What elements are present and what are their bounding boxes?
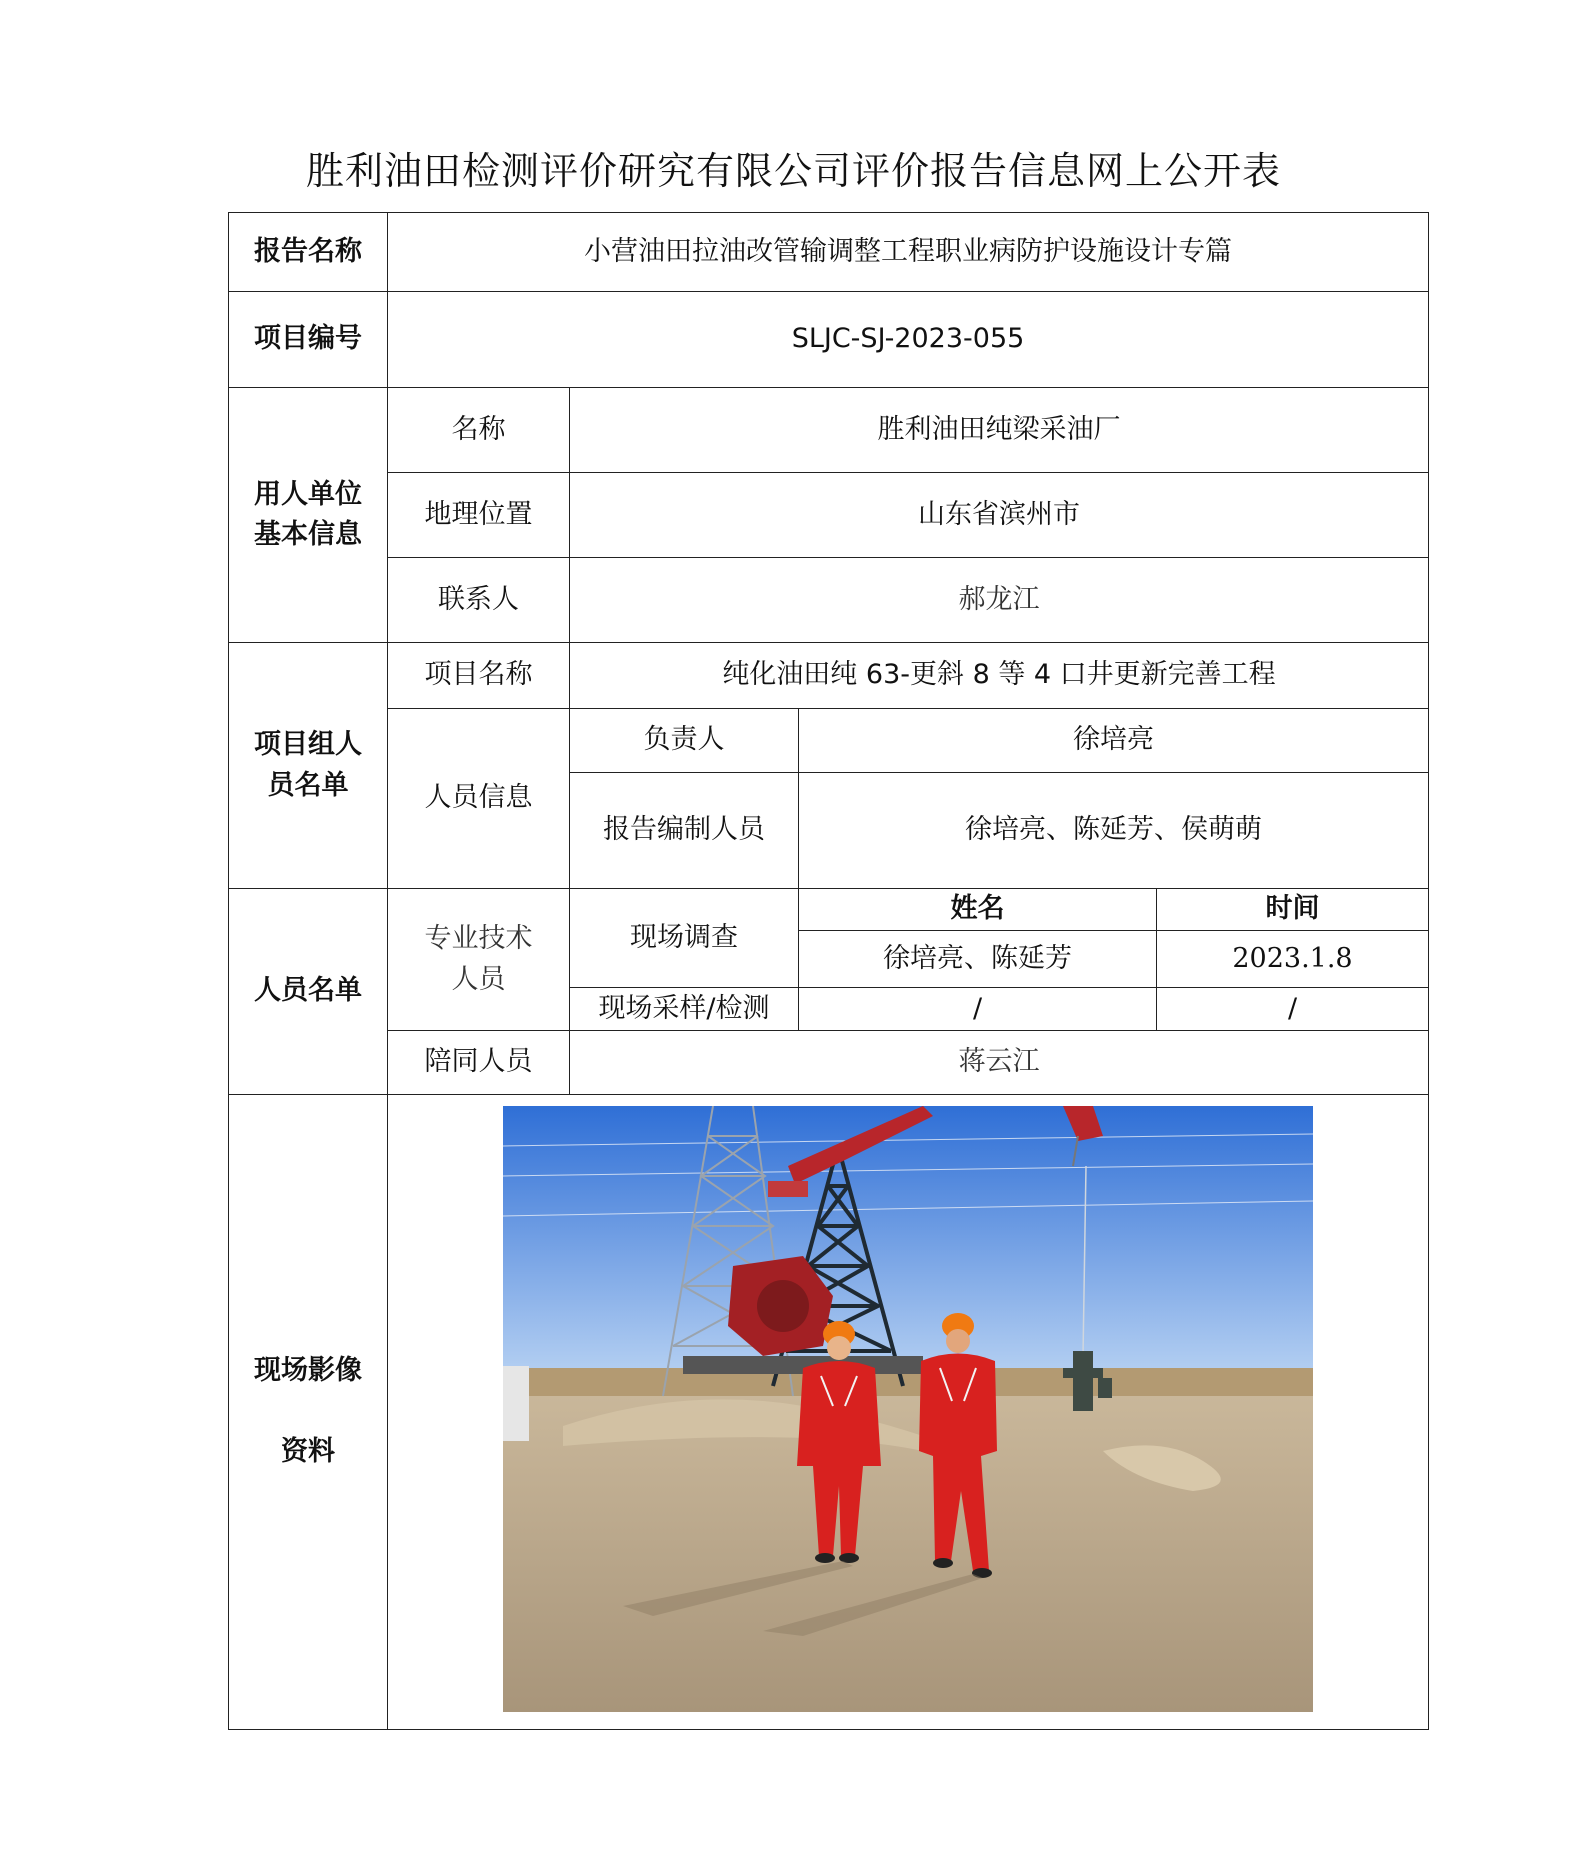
staff-info-label: 人员信息 [388, 709, 570, 889]
report-name-label: 报告名称 [229, 213, 388, 292]
employer-name-value: 胜利油田纯梁采油厂 [570, 388, 1429, 473]
photos-label-line1: 现场影像 [254, 1355, 362, 1387]
team-label-line2: 员名单 [267, 769, 349, 801]
employer-label-line2: 基本信息 [254, 519, 362, 550]
col-time-header: 时间 [1157, 889, 1429, 931]
page-title: 胜利油田检测评价研究有限公司评价报告信息网上公开表 [305, 149, 1281, 193]
tech-staff-label-line2: 人员 [451, 963, 506, 995]
sky [503, 1106, 1313, 1376]
survey-names: 徐培亮、陈延芳 [799, 931, 1157, 988]
project-code-label: 项目编号 [229, 292, 388, 388]
survey-time: 2023.1.8 [1157, 931, 1429, 988]
employer-location-value: 山东省滨州市 [570, 473, 1429, 558]
team-project-name-label: 项目名称 [388, 643, 570, 709]
authors-label: 报告编制人员 [570, 773, 799, 889]
team-project-name-value: 纯化油田纯 63-更斜 8 等 4 口井更新完善工程 [570, 643, 1429, 709]
photos-label-line2: 资料 [281, 1436, 335, 1468]
sampling-time: / [1157, 988, 1429, 1031]
row-report-name [229, 213, 1429, 292]
row-escort [229, 1031, 1429, 1095]
small-shed [503, 1366, 529, 1441]
row-project-code [229, 292, 1429, 388]
employer-contact-label: 联系人 [388, 558, 570, 643]
col-name-header: 姓名 [799, 889, 1157, 931]
leader-value: 徐培亮 [799, 709, 1429, 773]
row-team-leader [229, 709, 1429, 773]
leader-label: 负责人 [570, 709, 799, 773]
photos-label [229, 1095, 388, 1730]
row-team-project [229, 643, 1429, 709]
employer-name-label: 名称 [388, 388, 570, 473]
disclosure-table [228, 212, 1429, 1730]
row-employer-name [229, 388, 1429, 473]
report-name-value: 小营油田拉油改管输调整工程职业病防护设施设计专篇 [388, 213, 1429, 292]
survey-label: 现场调查 [570, 889, 799, 988]
photo-cell [388, 1095, 1429, 1730]
team-label [229, 643, 388, 889]
site-photo [503, 1106, 1313, 1712]
sampling-label: 现场采样/检测 [570, 988, 799, 1031]
employer-label-line1: 用人单位 [254, 478, 362, 510]
escort-label: 陪同人员 [388, 1031, 570, 1095]
site-photo-illustration [503, 1106, 1313, 1712]
employer-location-label: 地理位置 [388, 473, 570, 558]
tech-staff-label-line1: 专业技术 [424, 923, 533, 954]
project-code-value: SLJC-SJ-2023-055 [388, 292, 1429, 388]
personnel-label: 人员名单 [229, 889, 388, 1095]
row-employer-location [229, 473, 1429, 558]
row-survey-header [229, 889, 1429, 931]
row-employer-contact [229, 558, 1429, 643]
tech-staff-label [388, 889, 570, 1031]
employer-contact-value: 郝龙江 [570, 558, 1429, 643]
employer-label [229, 388, 388, 643]
sampling-names: / [799, 988, 1157, 1031]
authors-value: 徐培亮、陈延芳、侯萌萌 [799, 773, 1429, 889]
team-label-line1: 项目组人 [254, 729, 362, 760]
escort-value: 蒋云江 [570, 1031, 1429, 1095]
row-photos [229, 1095, 1429, 1730]
